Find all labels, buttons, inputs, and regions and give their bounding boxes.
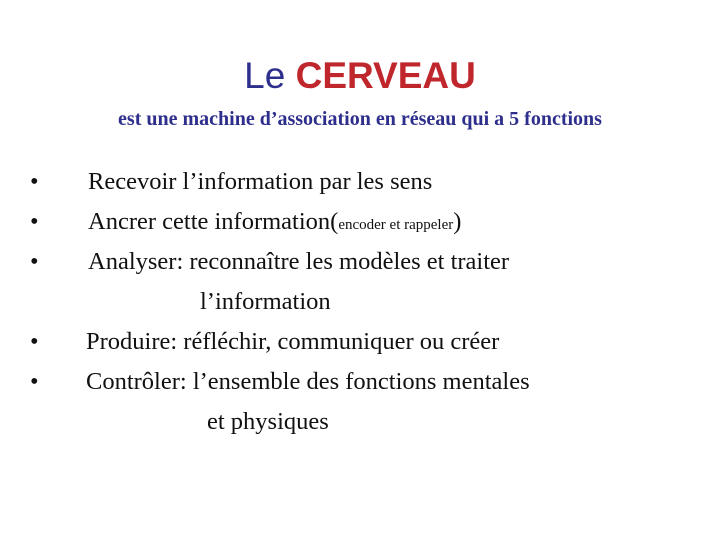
bullet-icon: • <box>30 208 39 235</box>
bullet-item-produire <box>30 322 710 362</box>
slide-subtitle: est une machine d’association en réseau qui a 5 fonctions <box>118 108 602 130</box>
slide-title <box>0 54 720 98</box>
bullet-continuation-text: et physiques <box>207 408 329 435</box>
bullet-icon: • <box>30 168 39 195</box>
bullet-continuation-analyser <box>30 282 710 322</box>
bullet-icon: • <box>30 328 39 355</box>
bullet-list <box>30 162 710 442</box>
bullet-text: Produire: réfléchir, communiquer ou créer <box>86 328 500 355</box>
bullet-continuation-text: l’information <box>200 288 331 315</box>
bullet-item-analyser <box>30 242 710 282</box>
bullet-icon: • <box>30 368 39 395</box>
bullet-text: Recevoir l’information par les sens <box>88 168 433 195</box>
bullet-text-main: Ancrer cette information( <box>88 208 339 235</box>
bullet-item-controler <box>30 362 710 402</box>
bullet-item-ancrer <box>30 202 710 242</box>
bullet-item-recevoir <box>30 162 710 202</box>
bullet-text <box>88 202 461 245</box>
bullet-text: Analyser: reconnaître les modèles et traiter <box>88 248 510 275</box>
bullet-text-close: ) <box>453 208 462 235</box>
bullet-text: Contrôler: l’ensemble des fonctions mentales <box>86 368 530 395</box>
bullet-text-small: encoder et rappeler <box>338 217 454 233</box>
title-keyword: CERVEAU <box>295 55 476 96</box>
bullet-continuation-controler <box>30 402 710 442</box>
bullet-icon: • <box>30 248 39 275</box>
title-prefix: Le <box>244 55 296 96</box>
